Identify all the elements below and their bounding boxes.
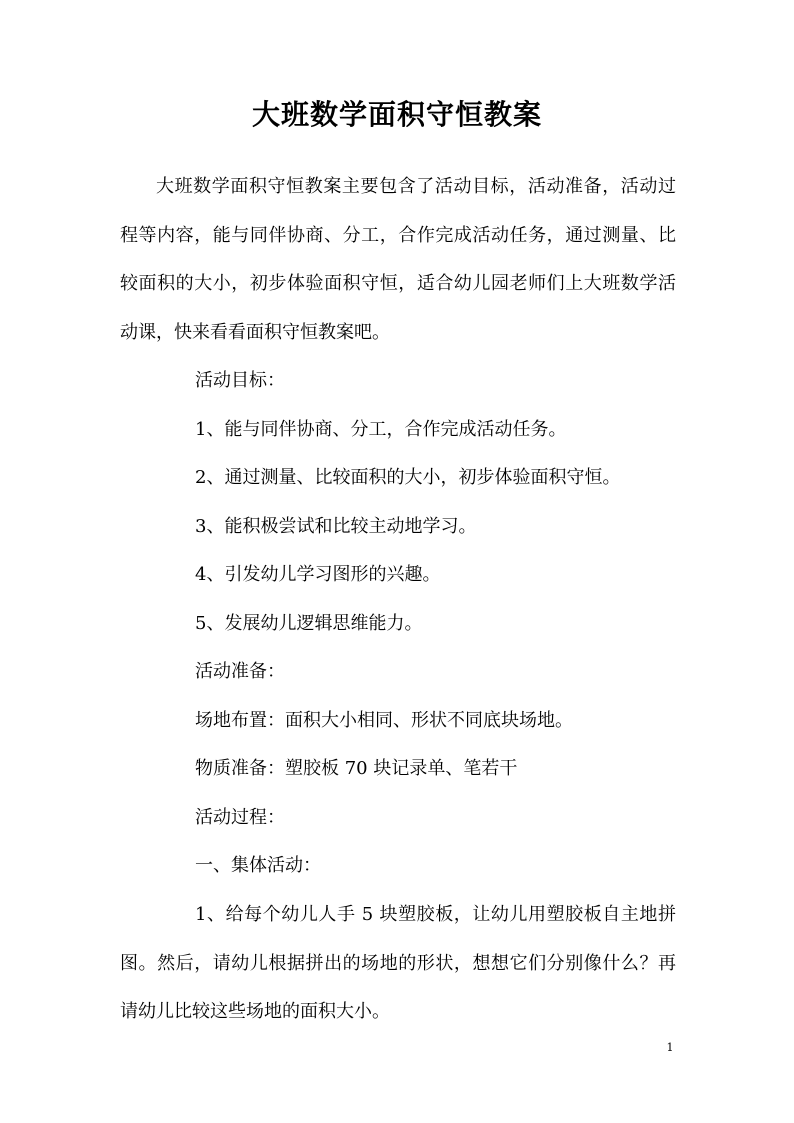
goal-item-4: 4、引发幼儿学习图形的兴趣。 xyxy=(195,564,441,585)
section-one-heading: 一、集体活动： xyxy=(195,855,321,876)
goal-item-2: 2、通过测量、比较面积的大小，初步体验面积守恒。 xyxy=(195,467,621,488)
goal-item-3: 3、能积极尝试和比较主动地学习。 xyxy=(195,516,477,537)
goal-item-1: 1、能与同伴协商、分工，合作完成活动任务。 xyxy=(195,419,567,440)
step-one-paragraph: 1、给每个幼儿人手 5 块塑胶板，让幼儿用塑胶板自主地拼图。然后，请幼儿根据拼出的场地的形状，想想它们分别像什么？再请幼儿比较这些场地的面积大小。 xyxy=(120,904,676,1022)
prep-heading: 活动准备： xyxy=(195,661,285,682)
page-number: 1 xyxy=(666,1041,674,1054)
goals-heading: 活动目标： xyxy=(195,370,285,391)
intro-paragraph: 大班数学面积守恒教案主要包含了活动目标，活动准备，活动过程等内容，能与同伴协商、分工，合作完成活动任务，通过测量、比较面积的大小，初步体验面积守恒，适合幼儿园老师们上大班数学活动课，快来看看面积守恒教案吧。 xyxy=(120,176,676,343)
prep-material: 物质准备：塑胶板 70 块记录单、笔若干 xyxy=(195,758,518,779)
goal-item-5: 5、发展幼儿逻辑思维能力。 xyxy=(195,613,423,634)
document-title: 大班数学面积守恒教案 xyxy=(251,98,542,131)
process-heading: 活动过程： xyxy=(195,807,285,828)
prep-site: 场地布置：面积大小相同、形状不同底块场地。 xyxy=(195,710,573,731)
